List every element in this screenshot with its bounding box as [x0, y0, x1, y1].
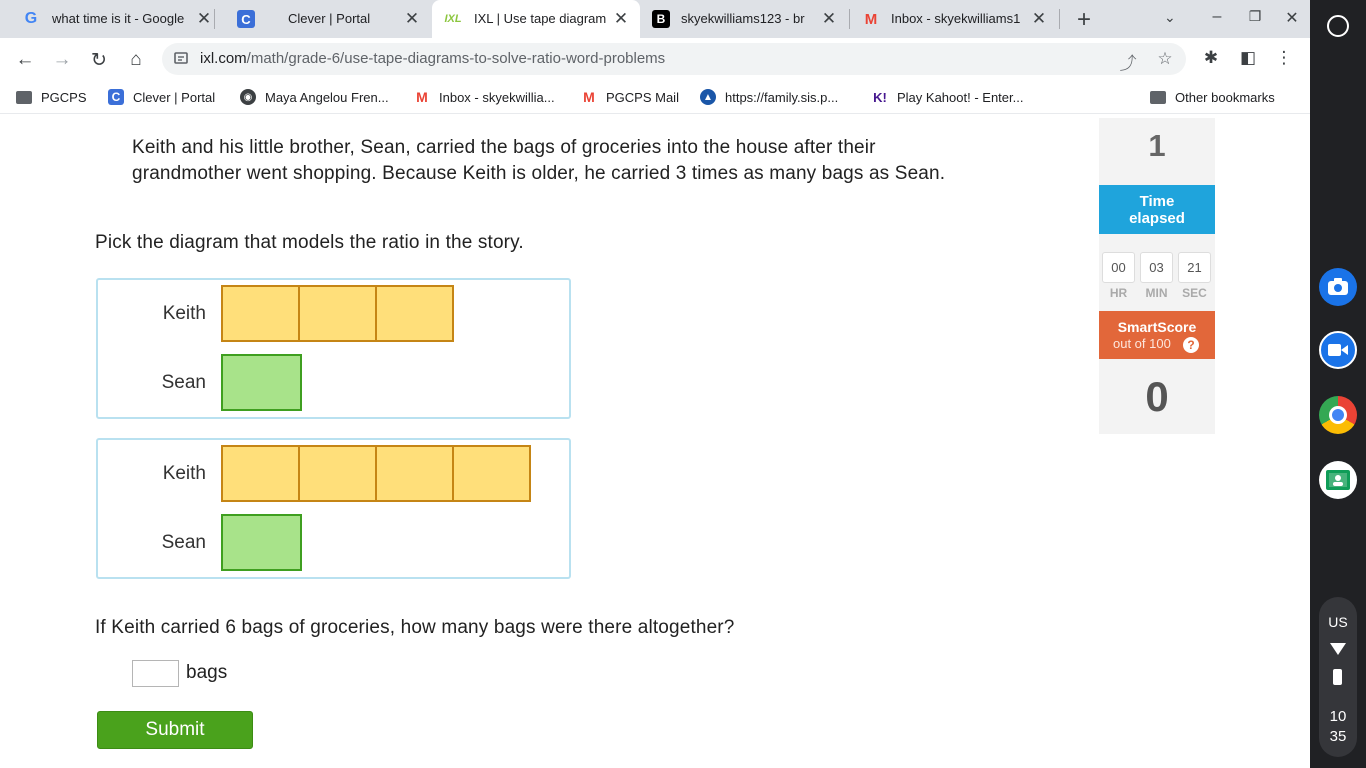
- toolbar: [0, 38, 1310, 82]
- video-call-icon[interactable]: [1319, 331, 1357, 369]
- timer-hours-unit: HR: [1109, 286, 1128, 300]
- bookmark-label: PGCPS: [41, 89, 87, 105]
- bookmark-clever[interactable]: [108, 89, 215, 105]
- question-prompt: Pick the diagram that models the ratio in the story.: [95, 232, 524, 253]
- clock-hour: 10: [1329, 708, 1347, 725]
- clever-icon: C: [108, 89, 124, 105]
- globe-icon: ◉: [240, 89, 256, 105]
- close-icon[interactable]: ✕: [821, 9, 837, 28]
- tab-gmail[interactable]: [850, 0, 1060, 38]
- forward-icon[interactable]: →: [52, 49, 72, 70]
- back-icon[interactable]: ←: [15, 49, 35, 70]
- bookmark-kahoot[interactable]: [872, 89, 1023, 105]
- bookmark-label: PGCPS Mail: [606, 89, 679, 105]
- tape-unit: [221, 445, 300, 502]
- question-story: Keith and his little brother, Sean, carried the bags of groceries into the house after their grandmother went shopping. Because Keith is older, he carried 3 times as many bags as Sean.: [132, 137, 946, 184]
- url-path: /math/grade-6/use-tape-diagrams-to-solve-ratio-word-problems: [246, 50, 666, 67]
- os-shelf: [1310, 0, 1366, 768]
- timer-minutes-unit: MIN: [1145, 286, 1168, 300]
- tab-google[interactable]: [0, 0, 215, 38]
- clock-minute: 35: [1329, 728, 1347, 745]
- folder-icon: [1150, 89, 1166, 105]
- tab-search-icon[interactable]: ⌄: [1164, 9, 1176, 25]
- share-icon[interactable]: ⤴: [1119, 54, 1137, 73]
- tab-title: skyekwilliams123 - br: [681, 11, 805, 26]
- tape-unit: [221, 354, 302, 411]
- camera-icon[interactable]: [1319, 268, 1357, 306]
- bookmark-label: Play Kahoot! - Enter...: [897, 89, 1024, 105]
- submit-button[interactable]: Submit: [97, 711, 253, 749]
- ixl-icon: IXL: [444, 13, 462, 25]
- tab-title: Clever | Portal: [288, 11, 371, 26]
- gmail-icon: M: [583, 89, 595, 105]
- tape-sean: [221, 514, 300, 571]
- close-icon[interactable]: ✕: [1031, 9, 1047, 28]
- bookmark-label: Maya Angelou Fren...: [265, 89, 389, 105]
- kahoot-icon: K!: [873, 89, 887, 105]
- home-icon[interactable]: ⌂: [130, 49, 142, 70]
- answer-option-2[interactable]: [96, 438, 571, 579]
- tape-keith: [221, 285, 452, 342]
- classroom-icon[interactable]: [1319, 461, 1357, 499]
- followup-question: If Keith carried 6 bags of groceries, how many bags were there altogether?: [95, 617, 735, 638]
- minimize-icon[interactable]: –: [1212, 8, 1222, 25]
- help-icon[interactable]: ?: [1183, 337, 1199, 353]
- tab-ixl[interactable]: [432, 0, 640, 38]
- page-content: [0, 115, 1310, 768]
- restore-icon[interactable]: ❐: [1248, 8, 1262, 24]
- timer-hours: 00: [1102, 252, 1135, 283]
- smartscore-title: SmartScore: [1117, 319, 1197, 335]
- bookmark-inbox[interactable]: [414, 89, 555, 105]
- tab-clever[interactable]: [215, 0, 432, 38]
- bookmark-label: Inbox - skyekwillia...: [439, 89, 555, 105]
- tape-unit: [375, 285, 454, 342]
- folder-icon: [16, 89, 32, 105]
- timer-seconds: 21: [1178, 252, 1211, 283]
- smartscore-subtitle: out of 100: [1113, 336, 1171, 351]
- other-bookmarks-label: Other bookmarks: [1175, 89, 1275, 105]
- status-tray[interactable]: [1319, 597, 1357, 757]
- site-info-icon[interactable]: [174, 51, 188, 65]
- tape-unit: [298, 285, 377, 342]
- timer-seconds-unit: SEC: [1182, 286, 1207, 300]
- tape-keith: [221, 445, 529, 502]
- gmail-icon: M: [864, 10, 878, 28]
- smartscore-value: 0: [1145, 373, 1169, 420]
- new-tab-icon[interactable]: +: [1076, 6, 1091, 33]
- tape-unit: [452, 445, 531, 502]
- address-bar[interactable]: [162, 43, 1186, 75]
- input-method[interactable]: US: [1328, 614, 1348, 630]
- close-icon[interactable]: ✕: [196, 9, 212, 28]
- bookmark-family-sis[interactable]: [700, 89, 838, 105]
- url-text[interactable]: [200, 50, 665, 67]
- bookmark-maya-angelou[interactable]: [240, 89, 389, 105]
- tape-unit: [221, 514, 302, 571]
- tape-label-keith: Keith: [162, 303, 206, 324]
- tape-unit: [375, 445, 454, 502]
- question-number: 1: [1148, 128, 1166, 163]
- battery-icon: [1333, 669, 1342, 685]
- gmail-icon: M: [416, 89, 428, 105]
- reload-icon[interactable]: ↻: [91, 49, 107, 71]
- bookmark-star-icon[interactable]: ☆: [1157, 49, 1173, 68]
- time-elapsed-label: [1099, 185, 1215, 234]
- google-icon: G: [24, 10, 38, 27]
- bookmark-label: Clever | Portal: [133, 89, 216, 105]
- tape-sean: [221, 354, 300, 411]
- timer-minutes: 03: [1140, 252, 1173, 283]
- bookmark-pgcps[interactable]: [16, 89, 87, 105]
- close-icon[interactable]: ✕: [613, 9, 629, 28]
- sis-icon: ▲: [700, 89, 716, 105]
- tape-label-keith: Keith: [162, 463, 206, 484]
- bookmark-label: https://family.sis.p...: [725, 89, 839, 105]
- tab-title: Inbox - skyekwilliams1: [891, 11, 1021, 26]
- side-panel-icon[interactable]: ◧: [1239, 48, 1257, 67]
- smartscore-header: [1099, 311, 1215, 359]
- bookmarks-bar: [0, 82, 1310, 114]
- tape-label-sean: Sean: [161, 532, 206, 553]
- tab-title: what time is it - Google: [52, 11, 185, 26]
- tab-brainly[interactable]: [640, 0, 850, 38]
- answer-input[interactable]: [132, 660, 179, 687]
- tab-separator: [1059, 9, 1060, 29]
- menu-icon[interactable]: ⋮: [1275, 48, 1293, 67]
- close-window-icon[interactable]: ✕: [1285, 10, 1299, 27]
- brainly-icon: B: [652, 10, 670, 28]
- bookmark-pgcps-mail[interactable]: [581, 89, 679, 105]
- other-bookmarks[interactable]: [1150, 89, 1275, 105]
- launcher-icon[interactable]: [1327, 15, 1349, 37]
- tab-strip: [0, 0, 1310, 38]
- time-elapsed-text: Time elapsed: [1129, 193, 1185, 227]
- answer-option-1[interactable]: [96, 278, 571, 419]
- tape-label-sean: Sean: [161, 372, 206, 393]
- answer-unit: bags: [186, 662, 228, 683]
- tape-unit: [298, 445, 377, 502]
- extensions-icon[interactable]: ✱: [1203, 48, 1219, 67]
- chrome-icon[interactable]: [1319, 396, 1357, 434]
- url-host: ixl.com: [200, 50, 247, 67]
- wifi-icon: [1330, 643, 1346, 655]
- tab-title: IXL | Use tape diagram: [474, 11, 606, 26]
- close-icon[interactable]: ✕: [404, 9, 420, 28]
- clever-icon: C: [237, 10, 255, 28]
- tape-unit: [221, 285, 300, 342]
- stats-panel: [1099, 118, 1215, 434]
